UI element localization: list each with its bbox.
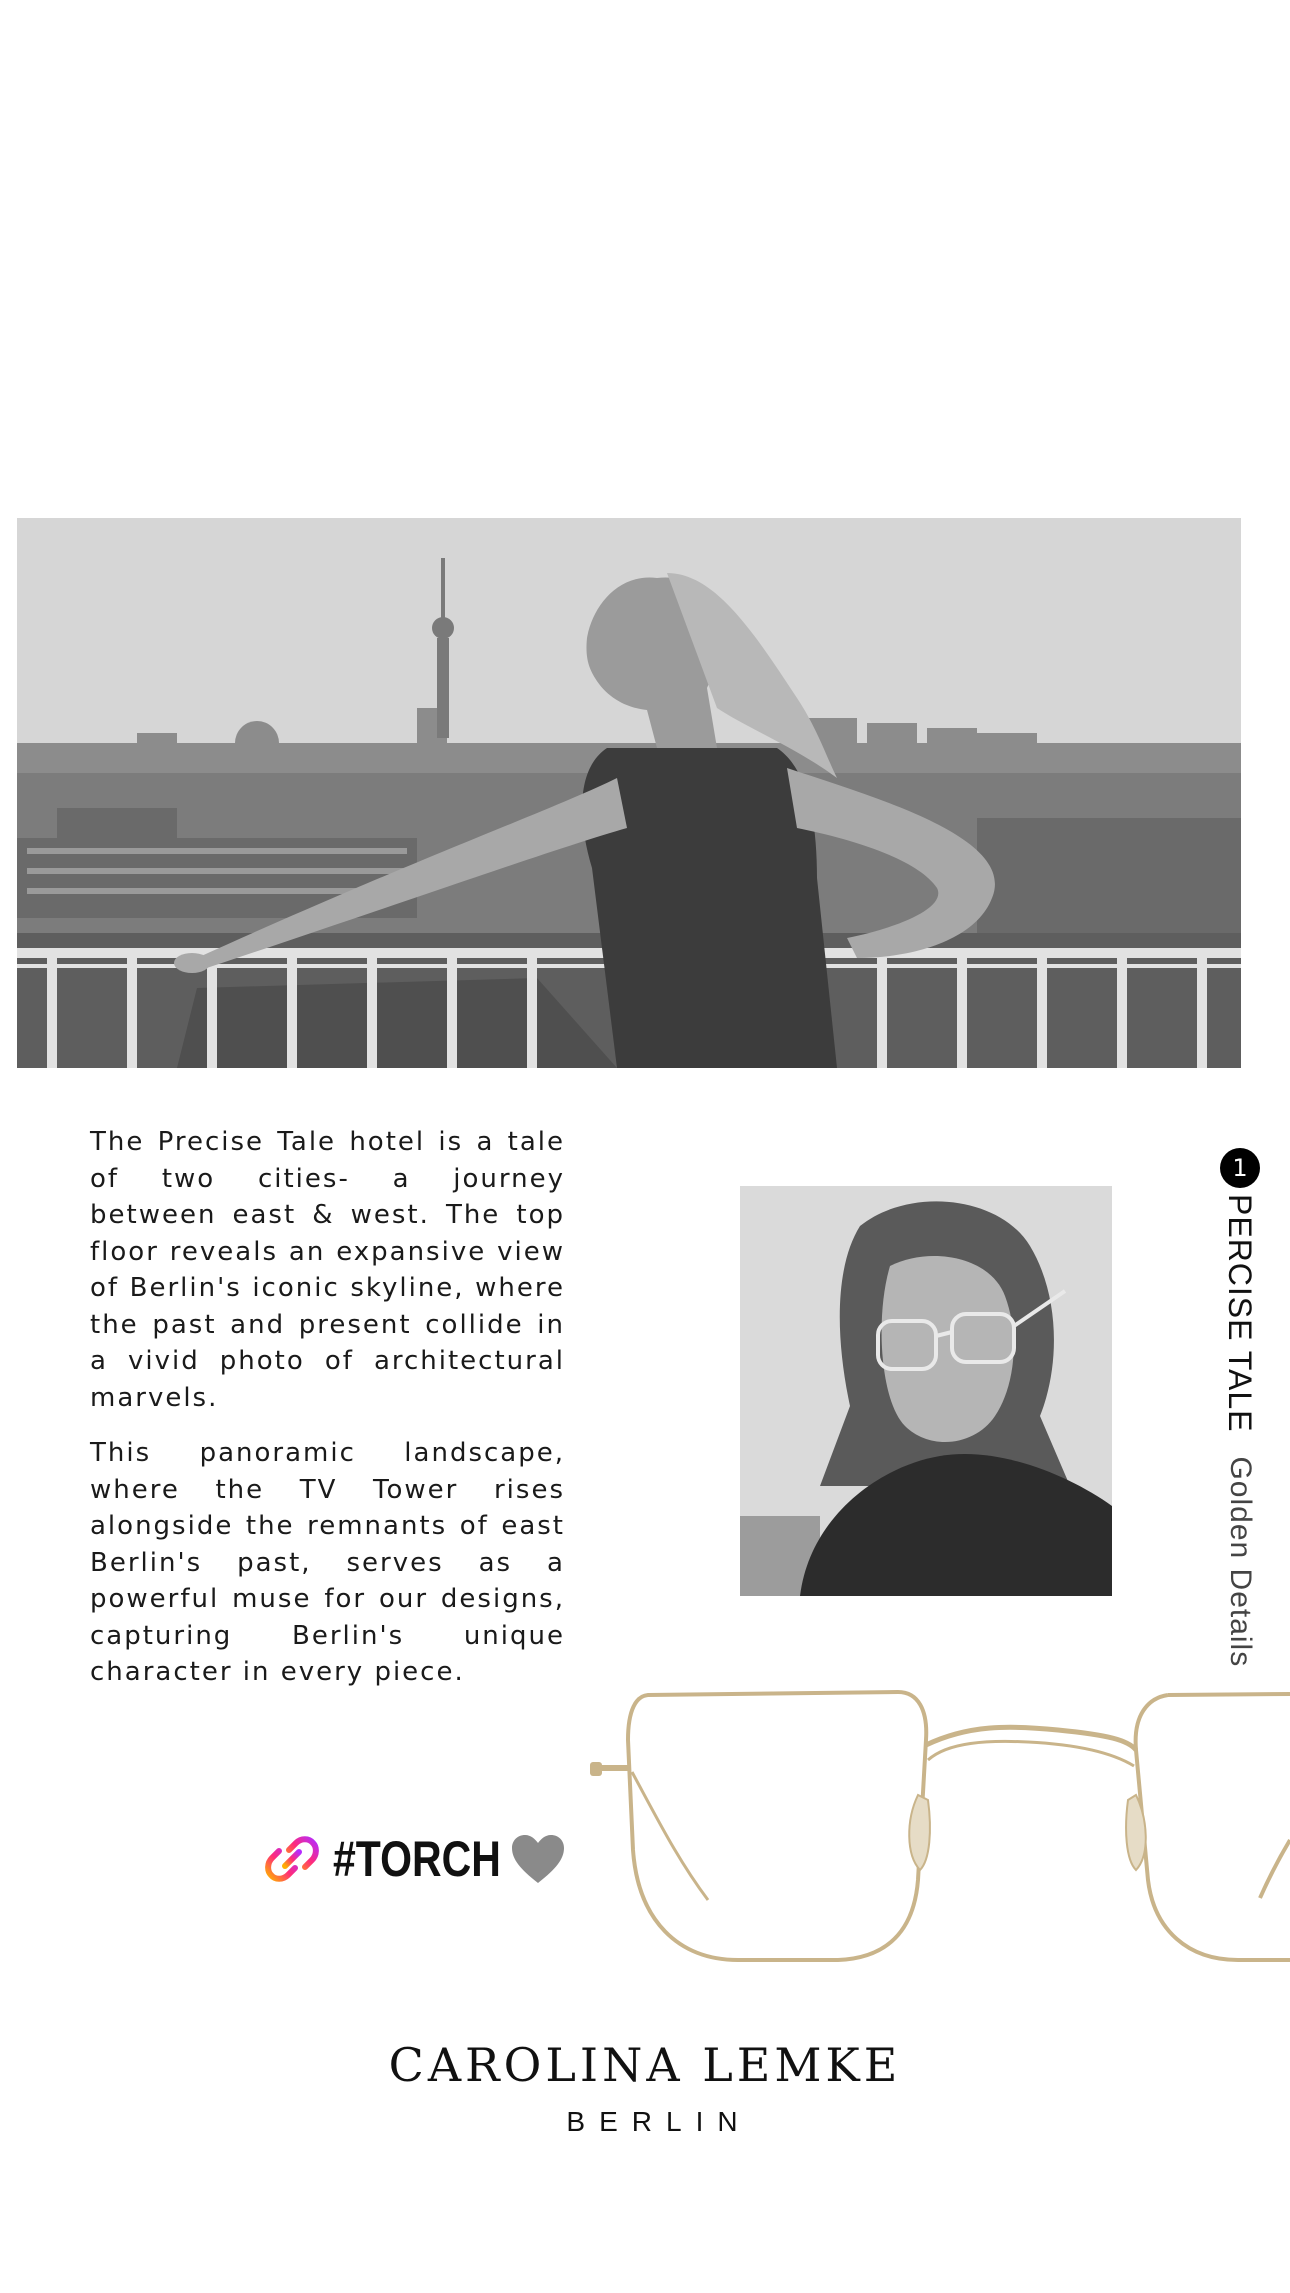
- brand-name: CAROLINA LEMKE: [388, 2038, 902, 2092]
- grey-heart-icon: [510, 1833, 566, 1885]
- story-paragraph-1: The Precise Tale hotel is a tale of two cities- a journey between east & west. The top floor reveals an expansive view of Berlin's iconic skyline, where the past and present collide in a vivid photo of architectural marvels.: [90, 1127, 565, 1413]
- eyeglasses-image: [588, 1680, 1290, 1970]
- link-icon: [265, 1832, 319, 1886]
- hero-photo: [17, 518, 1241, 1068]
- side-label-subtitle: Golden Details: [1224, 1456, 1257, 1668]
- sticker-text: #TORCH: [333, 1831, 501, 1887]
- nose-pads: [909, 1795, 1146, 1870]
- portrait-photo: [740, 1186, 1112, 1596]
- portrait-illustration: [740, 1186, 1112, 1596]
- story-paragraph-2: This panoramic landscape, where the TV Tower rises alongside the remnants of east Berlin's past, serves as a powerful muse for our designs, capturing Berlin's unique character in every piece.: [90, 1438, 565, 1687]
- number-badge: 1: [1220, 1148, 1260, 1188]
- side-label-title: PERCISE TALE: [1222, 1194, 1259, 1433]
- hero-illustration: [17, 518, 1241, 1068]
- side-label: [1218, 1148, 1262, 1668]
- link-sticker[interactable]: [265, 1830, 566, 1888]
- brand-city: BERLIN: [566, 2106, 752, 2137]
